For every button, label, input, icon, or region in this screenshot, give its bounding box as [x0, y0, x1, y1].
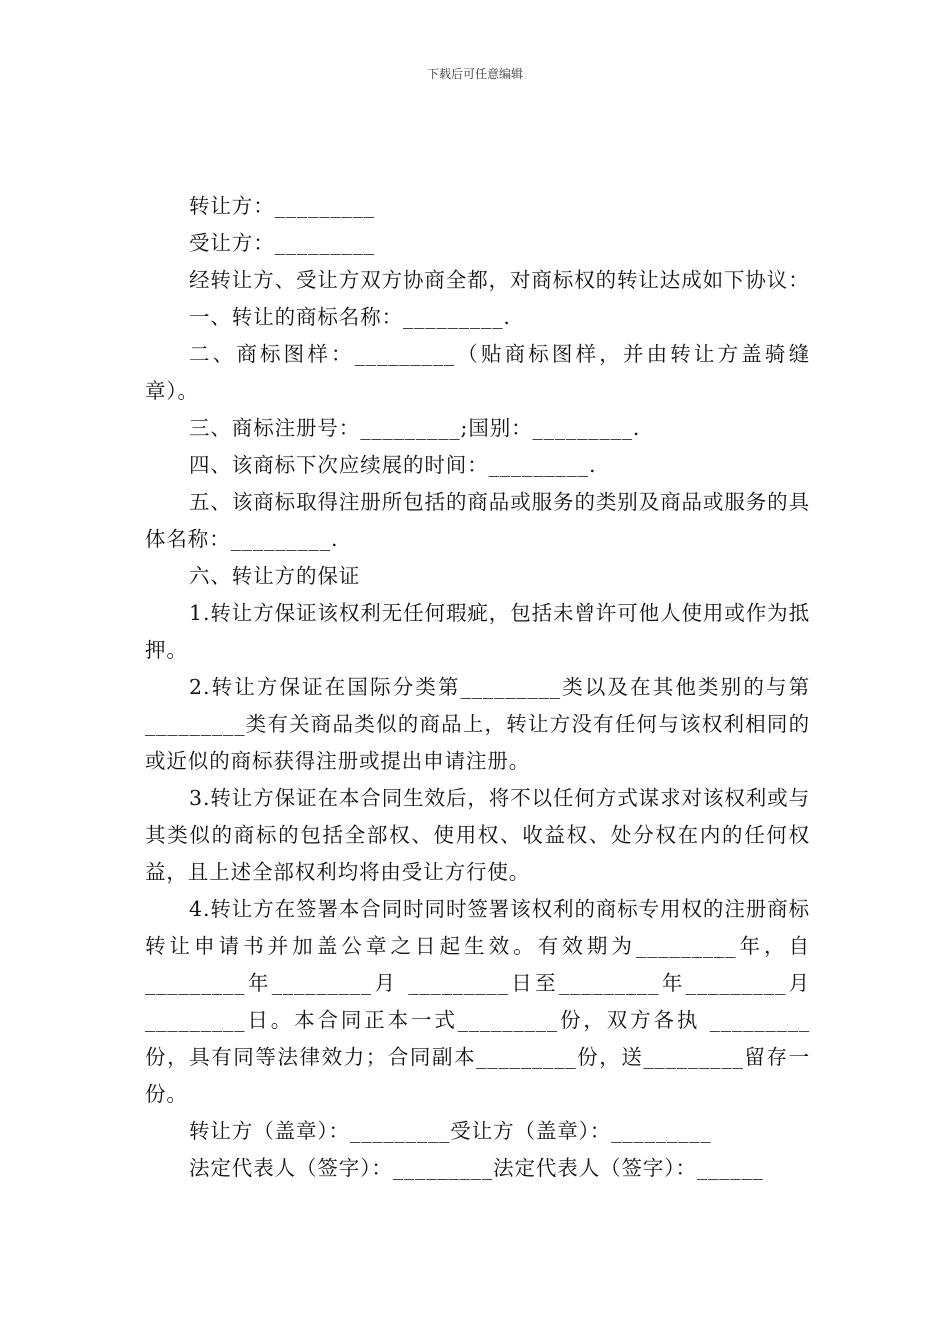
guarantee-item-3: 3.转让方保证在本合同生效后，将不以任何方式谋求对该权利或与其类似的商标的包括全部权、使用权、收益权、处分权在内的任何权益，且上述全部权利均将由受让方行使。 [145, 786, 810, 884]
contract-body [145, 188, 810, 1187]
clause-trademark-sample: 二、商标图样：_________（贴商标图样，并由转让方盖骑缝章）。 [145, 342, 810, 403]
guarantee-item-2: 2.转让方保证在国际分类第_________类以及在其他类别的与第_________类有关商品类似的商品上，转让方没有任何与该权利相同的或近似的商标获得注册或提出申请注册。 [145, 675, 810, 773]
clause-goods-services: 五、该商标取得注册所包括的商品或服务的类别及商品或服务的具体名称：_________. [145, 490, 810, 551]
page-header: 下载后可任意编辑 [426, 67, 523, 81]
transferor-line: 转让方：_________ [189, 194, 375, 218]
transferee-line: 受让方：_________ [189, 231, 375, 255]
guarantee-item-4: 4.转让方在签署本合同时同时签署该权利的商标专用权的注册商标转让申请书并加盖公章之日起生效。有效期为_________年，自_________年_________月 _________日至_________年_________月_________日。本合同正本一式_________份，双方各执 _________份，具有同等法律效力；合同副本_________份，送_________留存一份。 [145, 897, 810, 1106]
guarantee-item-1: 1.转让方保证该权利无任何瑕疵，包括未曾许可他人使用或作为抵押。 [145, 601, 810, 662]
clause-trademark-name: 一、转让的商标名称：_________. [189, 305, 511, 329]
agreement-intro: 经转让方、受让方双方协商全都，对商标权的转让达成如下协议： [189, 268, 810, 292]
signature-line: 法定代表人（签字）：_________法定代表人（签字）：______ [189, 1156, 764, 1180]
clause-registration-number: 三、商标注册号：_________;国别：_________. [189, 416, 641, 440]
seal-line: 转让方（盖章）：_________受让方（盖章）：_________ [189, 1119, 712, 1143]
clause-renewal-time: 四、该商标下次应续展的时间：_________. [189, 453, 597, 477]
clause-transferor-guarantee: 六、转让方的保证 [189, 564, 361, 588]
